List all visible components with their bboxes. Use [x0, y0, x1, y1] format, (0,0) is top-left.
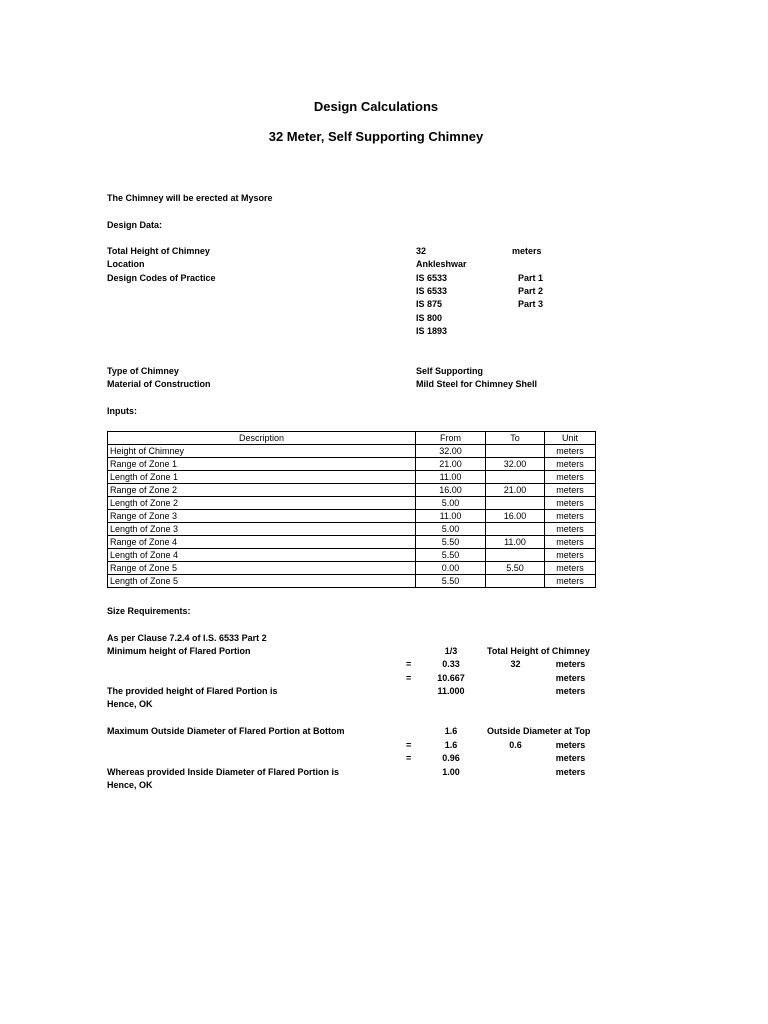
row-description: Length of Zone 4 — [108, 549, 416, 562]
table-row — [108, 497, 596, 510]
table-row — [108, 536, 596, 549]
row-from: 5.50 — [416, 536, 486, 549]
row-to: 32.00 — [486, 458, 545, 471]
table-row — [108, 575, 596, 588]
min-height-result: 10.667 — [437, 673, 465, 683]
page-subtitle: 32 Meter, Self Supporting Chimney — [268, 129, 484, 144]
max-diameter-result: 0.96 — [442, 753, 460, 763]
page-title: Design Calculations — [313, 99, 439, 114]
row-to — [486, 445, 545, 458]
row-unit: meters — [545, 458, 596, 471]
total-height-label: Total Height of Chimney — [107, 246, 210, 256]
min-height-factor: 0.33 — [442, 659, 460, 669]
row-to — [486, 575, 545, 588]
chimney-type-label: Type of Chimney — [107, 366, 179, 376]
design-codes-label: Design Codes of Practice — [107, 273, 216, 283]
size-requirements-heading: Size Requirements: — [107, 606, 191, 616]
min-height-total: 32 — [510, 659, 521, 669]
row-description: Length of Zone 1 — [108, 471, 416, 484]
chimney-type-value: Self Supporting — [416, 366, 483, 376]
table-row — [108, 445, 596, 458]
row-unit: meters — [545, 510, 596, 523]
column-header-description: Description — [108, 432, 416, 445]
row-unit: meters — [545, 445, 596, 458]
row-unit: meters — [545, 549, 596, 562]
row-to — [486, 549, 545, 562]
total-height-unit: meters — [512, 246, 542, 256]
row-from: 5.00 — [416, 523, 486, 536]
provided-height-value: 11.000 — [437, 686, 465, 696]
column-header-from: From — [416, 432, 486, 445]
max-diameter-ratio: 1.6 — [444, 726, 458, 736]
row-to: 16.00 — [486, 510, 545, 523]
min-height-reference: Total Height of Chimney — [487, 646, 590, 656]
max-diameter-unit: meters — [555, 740, 586, 750]
max-diameter-result-unit: meters — [555, 753, 586, 763]
row-from: 5.50 — [416, 549, 486, 562]
table-row — [108, 523, 596, 536]
row-from: 5.50 — [416, 575, 486, 588]
erection-site-text: The Chimney will be erected at Mysore — [107, 193, 273, 203]
row-to: 21.00 — [486, 484, 545, 497]
equals-sign: = — [406, 740, 412, 750]
equals-sign: = — [406, 753, 412, 763]
row-unit: meters — [545, 536, 596, 549]
total-height-value: 32 — [416, 246, 427, 256]
min-height-unit: meters — [555, 659, 586, 669]
design-data-heading: Design Data: — [107, 220, 163, 230]
row-unit: meters — [545, 484, 596, 497]
table-row — [108, 562, 596, 575]
provided-diameter-unit: meters — [555, 767, 586, 777]
row-description: Range of Zone 2 — [108, 484, 416, 497]
row-from: 11.00 — [416, 471, 486, 484]
table-row — [108, 471, 596, 484]
table-row — [108, 458, 596, 471]
equals-sign: = — [406, 673, 412, 683]
table-row — [108, 510, 596, 523]
design-code: IS 875 — [416, 299, 443, 309]
table-header-row — [108, 432, 596, 445]
column-header-unit: Unit — [545, 432, 596, 445]
row-to: 5.50 — [486, 562, 545, 575]
row-unit: meters — [545, 497, 596, 510]
row-unit: meters — [545, 562, 596, 575]
inputs-heading: Inputs: — [107, 406, 137, 416]
material-label: Material of Construction — [107, 379, 211, 389]
max-diameter-reference: Outside Diameter at Top — [487, 726, 591, 736]
min-height-label: Minimum height of Flared Portion — [107, 646, 251, 656]
design-code-part: Part 1 — [518, 273, 544, 283]
column-header-to: To — [486, 432, 545, 445]
design-code: IS 800 — [416, 313, 443, 323]
row-from: 21.00 — [416, 458, 486, 471]
row-description: Range of Zone 4 — [108, 536, 416, 549]
row-from: 5.00 — [416, 497, 486, 510]
location-value: Ankleshwar — [416, 259, 467, 269]
location-label: Location — [107, 259, 145, 269]
provided-diameter-value: 1.00 — [442, 767, 460, 777]
design-code-part: Part 2 — [518, 286, 544, 296]
row-description: Length of Zone 5 — [108, 575, 416, 588]
row-description: Length of Zone 3 — [108, 523, 416, 536]
equals-sign: = — [406, 659, 412, 669]
row-from: 32.00 — [416, 445, 486, 458]
row-description: Range of Zone 1 — [108, 458, 416, 471]
height-check-result: Hence, OK — [107, 699, 153, 709]
row-description: Range of Zone 3 — [108, 510, 416, 523]
design-code-part: Part 3 — [518, 299, 544, 309]
table-row — [108, 484, 596, 497]
provided-height-unit: meters — [555, 686, 586, 696]
row-unit: meters — [545, 575, 596, 588]
min-height-ratio: 1/3 — [444, 646, 458, 656]
min-height-result-unit: meters — [555, 673, 586, 683]
row-unit: meters — [545, 523, 596, 536]
top-diameter-value: 0.6 — [509, 740, 522, 750]
design-code: IS 6533 — [416, 273, 448, 283]
row-description: Height of Chimney — [108, 445, 416, 458]
row-from: 11.00 — [416, 510, 486, 523]
diameter-check-result: Hence, OK — [107, 780, 153, 790]
row-to — [486, 471, 545, 484]
material-value: Mild Steel for Chimney Shell — [416, 379, 538, 389]
design-code: IS 1893 — [416, 326, 448, 336]
max-diameter-label: Maximum Outside Diameter of Flared Portion at Bottom — [107, 726, 345, 736]
row-to — [486, 523, 545, 536]
table-row — [108, 549, 596, 562]
row-unit: meters — [545, 471, 596, 484]
provided-diameter-label: Whereas provided Inside Diameter of Flared Portion is — [107, 767, 340, 777]
row-description: Length of Zone 2 — [108, 497, 416, 510]
row-description: Range of Zone 5 — [108, 562, 416, 575]
design-code: IS 6533 — [416, 286, 448, 296]
row-to — [486, 497, 545, 510]
inputs-table — [107, 431, 596, 588]
clause-reference: As per Clause 7.2.4 of I.S. 6533 Part 2 — [107, 633, 267, 643]
row-to: 11.00 — [486, 536, 545, 549]
provided-height-label: The provided height of Flared Portion is — [107, 686, 278, 696]
row-from: 16.00 — [416, 484, 486, 497]
max-diameter-factor: 1.6 — [444, 740, 458, 750]
row-from: 0.00 — [416, 562, 486, 575]
